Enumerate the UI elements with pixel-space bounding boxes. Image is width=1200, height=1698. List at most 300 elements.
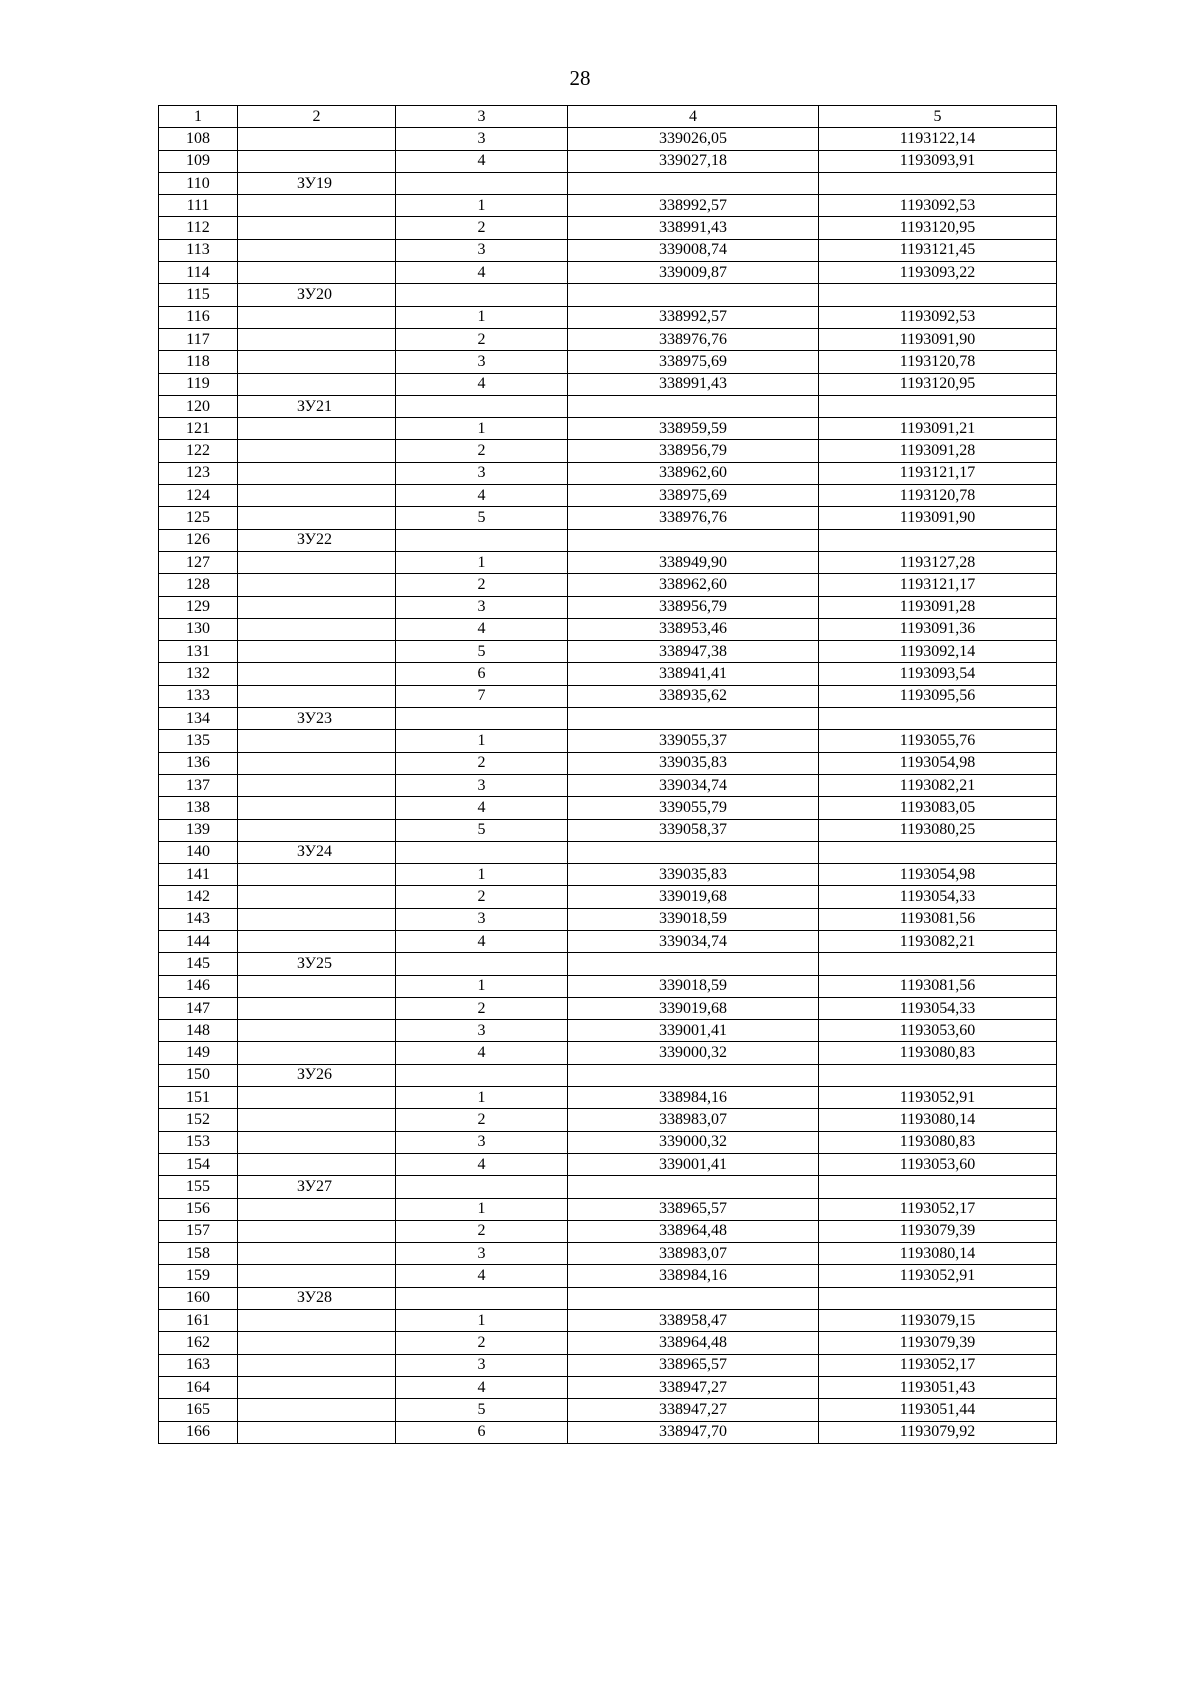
y-coordinate-cell: 1193093,91: [819, 150, 1057, 172]
row-number-cell: 159: [159, 1265, 238, 1287]
y-coordinate-cell: 1193092,53: [819, 306, 1057, 328]
row-number-cell: 164: [159, 1376, 238, 1398]
row-number-cell: 153: [159, 1131, 238, 1153]
row-number-cell: 134: [159, 708, 238, 730]
x-coordinate-cell: [568, 1176, 819, 1198]
y-coordinate-cell: [819, 953, 1057, 975]
table-row: [159, 574, 1057, 596]
parcel-name-cell: [238, 1399, 396, 1421]
x-coordinate-cell: [568, 1287, 819, 1309]
table-row: [159, 1399, 1057, 1421]
y-coordinate-cell: 1193054,33: [819, 997, 1057, 1019]
point-number-cell: 3: [396, 1243, 568, 1265]
parcel-name-cell: [238, 730, 396, 752]
y-coordinate-cell: 1193055,76: [819, 730, 1057, 752]
row-number-cell: 129: [159, 596, 238, 618]
y-coordinate-cell: 1193082,21: [819, 930, 1057, 952]
parcel-name-cell: [238, 596, 396, 618]
point-number-cell: [396, 395, 568, 417]
point-number-cell: 3: [396, 1354, 568, 1376]
table-row: [159, 306, 1057, 328]
point-number-cell: 2: [396, 574, 568, 596]
y-coordinate-cell: 1193120,78: [819, 351, 1057, 373]
point-number-cell: 1: [396, 1198, 568, 1220]
row-number-cell: 143: [159, 908, 238, 930]
x-coordinate-cell: 339019,68: [568, 997, 819, 1019]
y-coordinate-cell: 1193054,33: [819, 886, 1057, 908]
coordinates-table-body: [159, 106, 1057, 1444]
row-number-cell: 154: [159, 1153, 238, 1175]
y-coordinate-cell: [819, 172, 1057, 194]
x-coordinate-cell: 339055,79: [568, 797, 819, 819]
x-coordinate-cell: 338941,41: [568, 663, 819, 685]
y-coordinate-cell: 1193120,78: [819, 485, 1057, 507]
y-coordinate-cell: 1193051,44: [819, 1399, 1057, 1421]
parcel-name-cell: [238, 1198, 396, 1220]
row-number-cell: 125: [159, 507, 238, 529]
point-number-cell: 4: [396, 1042, 568, 1064]
y-coordinate-cell: 1193093,54: [819, 663, 1057, 685]
y-coordinate-cell: [819, 708, 1057, 730]
parcel-name-cell: ЗУ25: [238, 953, 396, 975]
row-number-cell: 160: [159, 1287, 238, 1309]
table-row: [159, 551, 1057, 573]
y-coordinate-cell: 1193082,21: [819, 774, 1057, 796]
parcel-name-cell: [238, 1020, 396, 1042]
table-row: [159, 1310, 1057, 1332]
table-row: [159, 462, 1057, 484]
x-coordinate-cell: [568, 953, 819, 975]
parcel-name-cell: [238, 618, 396, 640]
row-number-cell: 152: [159, 1109, 238, 1131]
y-coordinate-cell: 1193091,36: [819, 618, 1057, 640]
parcel-name-cell: ЗУ22: [238, 529, 396, 551]
x-coordinate-cell: 338965,57: [568, 1198, 819, 1220]
row-number-cell: 116: [159, 306, 238, 328]
row-number-cell: 122: [159, 440, 238, 462]
point-number-cell: 4: [396, 150, 568, 172]
x-coordinate-cell: 339058,37: [568, 819, 819, 841]
x-coordinate-cell: 339001,41: [568, 1153, 819, 1175]
parcel-name-cell: [238, 1310, 396, 1332]
point-number-cell: 1: [396, 975, 568, 997]
row-number-cell: 137: [159, 774, 238, 796]
parcel-name-cell: [238, 997, 396, 1019]
table-row: [159, 797, 1057, 819]
table-row: [159, 752, 1057, 774]
point-number-cell: 4: [396, 930, 568, 952]
header-cell: 5: [819, 106, 1057, 128]
y-coordinate-cell: 1193054,98: [819, 864, 1057, 886]
x-coordinate-cell: [568, 529, 819, 551]
table-row: [159, 641, 1057, 663]
table-row: [159, 930, 1057, 952]
row-number-cell: 128: [159, 574, 238, 596]
point-number-cell: [396, 172, 568, 194]
y-coordinate-cell: 1193079,15: [819, 1310, 1057, 1332]
parcel-name-cell: [238, 328, 396, 350]
y-coordinate-cell: 1193054,98: [819, 752, 1057, 774]
y-coordinate-cell: 1193051,43: [819, 1376, 1057, 1398]
point-number-cell: 4: [396, 262, 568, 284]
table-row: [159, 774, 1057, 796]
point-number-cell: [396, 841, 568, 863]
row-number-cell: 133: [159, 685, 238, 707]
table-row: [159, 1020, 1057, 1042]
point-number-cell: 6: [396, 663, 568, 685]
row-number-cell: 163: [159, 1354, 238, 1376]
table-row: [159, 975, 1057, 997]
table-row: [159, 1087, 1057, 1109]
table-row: [159, 1042, 1057, 1064]
parcel-name-cell: [238, 797, 396, 819]
x-coordinate-cell: 338983,07: [568, 1243, 819, 1265]
row-number-cell: 139: [159, 819, 238, 841]
row-number-cell: 136: [159, 752, 238, 774]
parcel-name-cell: [238, 1265, 396, 1287]
x-coordinate-cell: 338964,48: [568, 1220, 819, 1242]
y-coordinate-cell: 1193091,90: [819, 328, 1057, 350]
y-coordinate-cell: 1193079,39: [819, 1332, 1057, 1354]
row-number-cell: 155: [159, 1176, 238, 1198]
y-coordinate-cell: 1193091,90: [819, 507, 1057, 529]
table-row: [159, 886, 1057, 908]
y-coordinate-cell: 1193091,28: [819, 440, 1057, 462]
point-number-cell: 4: [396, 1265, 568, 1287]
table-row: [159, 1131, 1057, 1153]
parcel-name-cell: [238, 351, 396, 373]
parcel-name-cell: [238, 1421, 396, 1443]
point-number-cell: 5: [396, 641, 568, 663]
y-coordinate-cell: 1193053,60: [819, 1020, 1057, 1042]
row-number-cell: 156: [159, 1198, 238, 1220]
table-row: [159, 1220, 1057, 1242]
table-row: [159, 217, 1057, 239]
row-number-cell: 118: [159, 351, 238, 373]
point-number-cell: 3: [396, 351, 568, 373]
row-number-cell: 111: [159, 195, 238, 217]
parcel-name-cell: [238, 1131, 396, 1153]
parcel-header-row: [159, 529, 1057, 551]
x-coordinate-cell: 338976,76: [568, 507, 819, 529]
parcel-name-cell: [238, 128, 396, 150]
parcel-name-cell: [238, 930, 396, 952]
table-row: [159, 440, 1057, 462]
y-coordinate-cell: 1193083,05: [819, 797, 1057, 819]
row-number-cell: 130: [159, 618, 238, 640]
x-coordinate-cell: 339001,41: [568, 1020, 819, 1042]
row-number-cell: 119: [159, 373, 238, 395]
x-coordinate-cell: 338959,59: [568, 418, 819, 440]
x-coordinate-cell: 338958,47: [568, 1310, 819, 1332]
parcel-name-cell: [238, 1354, 396, 1376]
parcel-name-cell: ЗУ27: [238, 1176, 396, 1198]
parcel-header-row: [159, 841, 1057, 863]
y-coordinate-cell: [819, 1287, 1057, 1309]
x-coordinate-cell: 339009,87: [568, 262, 819, 284]
parcel-name-cell: [238, 150, 396, 172]
y-coordinate-cell: 1193122,14: [819, 128, 1057, 150]
point-number-cell: [396, 708, 568, 730]
parcel-header-row: [159, 1287, 1057, 1309]
parcel-name-cell: [238, 663, 396, 685]
parcel-name-cell: [238, 418, 396, 440]
point-number-cell: [396, 953, 568, 975]
table-row: [159, 262, 1057, 284]
point-number-cell: 1: [396, 1310, 568, 1332]
x-coordinate-cell: 338975,69: [568, 351, 819, 373]
y-coordinate-cell: [819, 284, 1057, 306]
parcel-name-cell: [238, 1153, 396, 1175]
parcel-name-cell: [238, 864, 396, 886]
x-coordinate-cell: 339018,59: [568, 908, 819, 930]
y-coordinate-cell: [819, 1176, 1057, 1198]
point-number-cell: 3: [396, 908, 568, 930]
x-coordinate-cell: 339019,68: [568, 886, 819, 908]
point-number-cell: 3: [396, 774, 568, 796]
point-number-cell: [396, 1287, 568, 1309]
table-row: [159, 351, 1057, 373]
table-row: [159, 819, 1057, 841]
table-row: [159, 1198, 1057, 1220]
point-number-cell: 1: [396, 1087, 568, 1109]
table-row: [159, 485, 1057, 507]
point-number-cell: 5: [396, 507, 568, 529]
x-coordinate-cell: 339026,05: [568, 128, 819, 150]
table-row: [159, 1376, 1057, 1398]
x-coordinate-cell: 338947,38: [568, 641, 819, 663]
x-coordinate-cell: 338947,27: [568, 1376, 819, 1398]
point-number-cell: [396, 1176, 568, 1198]
point-number-cell: 2: [396, 328, 568, 350]
parcel-name-cell: [238, 440, 396, 462]
parcel-name-cell: ЗУ28: [238, 1287, 396, 1309]
x-coordinate-cell: 339008,74: [568, 239, 819, 261]
point-number-cell: 5: [396, 819, 568, 841]
x-coordinate-cell: [568, 1064, 819, 1086]
parcel-header-row: [159, 284, 1057, 306]
y-coordinate-cell: 1193092,53: [819, 195, 1057, 217]
x-coordinate-cell: 338962,60: [568, 574, 819, 596]
point-number-cell: 4: [396, 485, 568, 507]
row-number-cell: 117: [159, 328, 238, 350]
table-row: [159, 1153, 1057, 1175]
point-number-cell: 3: [396, 128, 568, 150]
parcel-name-cell: [238, 774, 396, 796]
header-cell: 2: [238, 106, 396, 128]
parcel-header-row: [159, 395, 1057, 417]
table-header-row: [159, 106, 1057, 128]
point-number-cell: 1: [396, 730, 568, 752]
table-row: [159, 507, 1057, 529]
y-coordinate-cell: 1193120,95: [819, 373, 1057, 395]
parcel-name-cell: ЗУ24: [238, 841, 396, 863]
x-coordinate-cell: 338949,90: [568, 551, 819, 573]
row-number-cell: 161: [159, 1310, 238, 1332]
y-coordinate-cell: 1193095,56: [819, 685, 1057, 707]
x-coordinate-cell: 339035,83: [568, 864, 819, 886]
row-number-cell: 145: [159, 953, 238, 975]
point-number-cell: 4: [396, 618, 568, 640]
point-number-cell: 2: [396, 1220, 568, 1242]
parcel-name-cell: [238, 462, 396, 484]
point-number-cell: 2: [396, 997, 568, 1019]
table-row: [159, 239, 1057, 261]
parcel-name-cell: [238, 262, 396, 284]
point-number-cell: 2: [396, 886, 568, 908]
point-number-cell: 4: [396, 1376, 568, 1398]
table-row: [159, 730, 1057, 752]
parcel-name-cell: [238, 1243, 396, 1265]
parcel-header-row: [159, 1064, 1057, 1086]
table-row: [159, 1354, 1057, 1376]
row-number-cell: 138: [159, 797, 238, 819]
point-number-cell: 1: [396, 418, 568, 440]
row-number-cell: 165: [159, 1399, 238, 1421]
y-coordinate-cell: [819, 529, 1057, 551]
row-number-cell: 148: [159, 1020, 238, 1042]
row-number-cell: 151: [159, 1087, 238, 1109]
y-coordinate-cell: [819, 1064, 1057, 1086]
row-number-cell: 140: [159, 841, 238, 863]
row-number-cell: 131: [159, 641, 238, 663]
parcel-name-cell: [238, 1332, 396, 1354]
x-coordinate-cell: 338956,79: [568, 440, 819, 462]
parcel-name-cell: [238, 975, 396, 997]
x-coordinate-cell: 339055,37: [568, 730, 819, 752]
coordinates-table: [158, 105, 1057, 1444]
point-number-cell: 3: [396, 239, 568, 261]
y-coordinate-cell: 1193080,83: [819, 1131, 1057, 1153]
y-coordinate-cell: 1193121,17: [819, 462, 1057, 484]
table-row: [159, 1332, 1057, 1354]
row-number-cell: 150: [159, 1064, 238, 1086]
table-row: [159, 663, 1057, 685]
row-number-cell: 162: [159, 1332, 238, 1354]
y-coordinate-cell: 1193052,91: [819, 1087, 1057, 1109]
x-coordinate-cell: 338962,60: [568, 462, 819, 484]
parcel-name-cell: [238, 239, 396, 261]
parcel-name-cell: [238, 1109, 396, 1131]
table-row: [159, 1243, 1057, 1265]
parcel-name-cell: [238, 485, 396, 507]
row-number-cell: 144: [159, 930, 238, 952]
row-number-cell: 115: [159, 284, 238, 306]
parcel-name-cell: [238, 507, 396, 529]
parcel-name-cell: [238, 551, 396, 573]
y-coordinate-cell: 1193120,95: [819, 217, 1057, 239]
table-row: [159, 864, 1057, 886]
row-number-cell: 120: [159, 395, 238, 417]
parcel-name-cell: [238, 641, 396, 663]
y-coordinate-cell: 1193080,83: [819, 1042, 1057, 1064]
table-row: [159, 1109, 1057, 1131]
parcel-name-cell: [238, 574, 396, 596]
point-number-cell: 2: [396, 440, 568, 462]
y-coordinate-cell: 1193053,60: [819, 1153, 1057, 1175]
x-coordinate-cell: 339027,18: [568, 150, 819, 172]
parcel-name-cell: [238, 217, 396, 239]
x-coordinate-cell: 339035,83: [568, 752, 819, 774]
x-coordinate-cell: 338991,43: [568, 217, 819, 239]
parcel-header-row: [159, 953, 1057, 975]
row-number-cell: 110: [159, 172, 238, 194]
parcel-name-cell: ЗУ19: [238, 172, 396, 194]
row-number-cell: 109: [159, 150, 238, 172]
header-cell: 4: [568, 106, 819, 128]
page-number: 28: [569, 66, 591, 90]
x-coordinate-cell: 339034,74: [568, 930, 819, 952]
header-cell: 1: [159, 106, 238, 128]
point-number-cell: 2: [396, 1109, 568, 1131]
x-coordinate-cell: 338976,76: [568, 328, 819, 350]
row-number-cell: 166: [159, 1421, 238, 1443]
table-row: [159, 373, 1057, 395]
point-number-cell: 3: [396, 596, 568, 618]
x-coordinate-cell: 338984,16: [568, 1087, 819, 1109]
row-number-cell: 112: [159, 217, 238, 239]
row-number-cell: 114: [159, 262, 238, 284]
parcel-name-cell: ЗУ23: [238, 708, 396, 730]
point-number-cell: [396, 284, 568, 306]
x-coordinate-cell: 338984,16: [568, 1265, 819, 1287]
row-number-cell: 132: [159, 663, 238, 685]
row-number-cell: 149: [159, 1042, 238, 1064]
y-coordinate-cell: 1193121,45: [819, 239, 1057, 261]
table-row: [159, 618, 1057, 640]
y-coordinate-cell: 1193093,22: [819, 262, 1057, 284]
x-coordinate-cell: 338935,62: [568, 685, 819, 707]
y-coordinate-cell: 1193079,92: [819, 1421, 1057, 1443]
parcel-header-row: [159, 708, 1057, 730]
x-coordinate-cell: 339000,32: [568, 1131, 819, 1153]
parcel-name-cell: [238, 306, 396, 328]
point-number-cell: 1: [396, 195, 568, 217]
x-coordinate-cell: 338947,70: [568, 1421, 819, 1443]
parcel-name-cell: [238, 752, 396, 774]
x-coordinate-cell: 339018,59: [568, 975, 819, 997]
parcel-name-cell: [238, 1042, 396, 1064]
y-coordinate-cell: 1193081,56: [819, 908, 1057, 930]
parcel-name-cell: ЗУ26: [238, 1064, 396, 1086]
x-coordinate-cell: 338983,07: [568, 1109, 819, 1131]
point-number-cell: 1: [396, 864, 568, 886]
row-number-cell: 113: [159, 239, 238, 261]
point-number-cell: [396, 529, 568, 551]
point-number-cell: 2: [396, 1332, 568, 1354]
table-row: [159, 328, 1057, 350]
x-coordinate-cell: 338992,57: [568, 306, 819, 328]
table-row: [159, 997, 1057, 1019]
table-row: [159, 195, 1057, 217]
point-number-cell: 3: [396, 1131, 568, 1153]
y-coordinate-cell: 1193127,28: [819, 551, 1057, 573]
parcel-name-cell: [238, 373, 396, 395]
y-coordinate-cell: 1193121,17: [819, 574, 1057, 596]
x-coordinate-cell: 338965,57: [568, 1354, 819, 1376]
x-coordinate-cell: [568, 395, 819, 417]
x-coordinate-cell: 338992,57: [568, 195, 819, 217]
table-row: [159, 685, 1057, 707]
point-number-cell: 1: [396, 306, 568, 328]
table-row: [159, 596, 1057, 618]
y-coordinate-cell: 1193052,17: [819, 1354, 1057, 1376]
point-number-cell: 5: [396, 1399, 568, 1421]
x-coordinate-cell: 338975,69: [568, 485, 819, 507]
y-coordinate-cell: 1193092,14: [819, 641, 1057, 663]
x-coordinate-cell: 338956,79: [568, 596, 819, 618]
point-number-cell: 4: [396, 1153, 568, 1175]
